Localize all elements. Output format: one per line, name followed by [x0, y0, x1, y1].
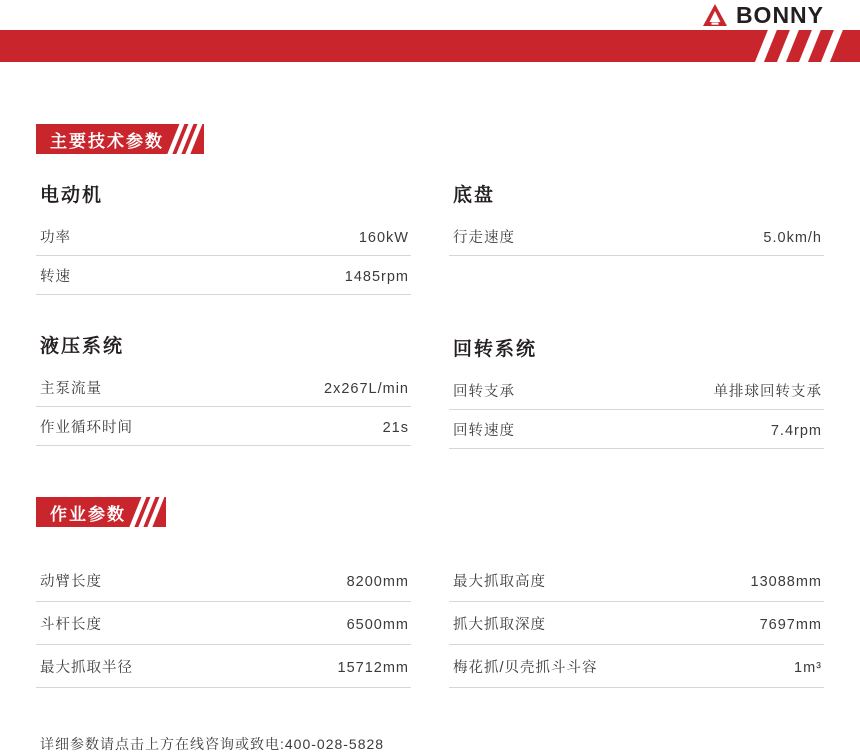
row-label: 转速: [40, 269, 71, 285]
row-value: 160kW: [358, 230, 409, 246]
header-top-bar: [0, 0, 860, 30]
row-value: 21s: [382, 420, 409, 436]
section-title-main-specs: [36, 124, 204, 154]
row-value: 5.0km/h: [763, 230, 822, 246]
brand-logo: [702, 0, 824, 30]
bonny-triangle-logo-icon: [702, 3, 728, 27]
row-value: 15712mm: [337, 660, 409, 676]
section-title-work-params-label: 作业参数: [50, 504, 126, 524]
row-label: 回转支承: [453, 384, 515, 400]
page-header: [0, 0, 860, 72]
row-label: 主泵流量: [40, 381, 102, 397]
header-red-band: [0, 30, 860, 62]
row-value: 1m³: [794, 660, 822, 676]
table-row: [36, 602, 411, 645]
table-row: [36, 645, 411, 688]
row-label: 最大抓取半径: [40, 660, 133, 676]
group-swing-system-title: 回转系统: [453, 339, 538, 360]
work-params-tag-row: [36, 497, 824, 527]
band-slash-decoration-icon: [726, 30, 836, 62]
main-specs-tag-row: [36, 124, 824, 154]
main-specs-left-column: [36, 180, 411, 449]
row-label: 回转速度: [453, 423, 515, 439]
row-label: 梅花抓/贝壳抓斗斗容: [453, 660, 598, 676]
group-chassis-rows: [449, 217, 824, 256]
row-label: 作业循环时间: [40, 420, 133, 436]
group-motor-rows: [36, 217, 411, 295]
group-hydraulic-system-title: 液压系统: [40, 336, 125, 357]
table-row: [449, 410, 824, 449]
group-chassis: [449, 180, 824, 256]
page-content: [0, 124, 860, 754]
table-row: [449, 645, 824, 688]
row-value: 单排球回转支承: [713, 384, 822, 400]
table-row: [36, 407, 411, 446]
group-hydraulic-system-rows: [36, 368, 411, 446]
row-value: 1485rpm: [344, 269, 409, 285]
row-value: 8200mm: [346, 574, 409, 590]
main-specs-right-column: [449, 180, 824, 449]
row-label: 动臂长度: [40, 574, 102, 590]
work-params-grid: [36, 559, 824, 688]
section-title-work-params: [36, 497, 166, 527]
group-hydraulic-system: [36, 331, 411, 446]
row-value: 13088mm: [750, 574, 822, 590]
section-title-main-specs-label: 主要技术参数: [50, 131, 164, 151]
row-label: 行走速度: [453, 230, 515, 246]
row-label: 斗杆长度: [40, 617, 102, 633]
table-row: [449, 217, 824, 256]
row-value: 2x267L/min: [324, 381, 409, 397]
table-row: [36, 559, 411, 602]
table-row: [449, 371, 824, 410]
table-row: [36, 368, 411, 407]
group-swing-system-rows: [449, 371, 824, 449]
row-label: 最大抓取高度: [453, 574, 546, 590]
row-label: 功率: [40, 230, 71, 246]
main-specs-grid: [36, 180, 824, 449]
table-row: [36, 256, 411, 295]
group-motor: [36, 180, 411, 295]
footnote-contact: 详细参数请点击上方在线咨询或致电:400-028-5828: [40, 736, 385, 752]
work-params-right-column: [449, 559, 824, 688]
group-motor-title: 电动机: [40, 185, 104, 206]
tag-slash-decoration-icon: [128, 497, 160, 527]
table-row: [449, 559, 824, 602]
tag-slash-decoration-icon: [166, 124, 198, 154]
brand-name: BONNY: [735, 2, 824, 28]
group-chassis-title: 底盘: [453, 185, 496, 206]
work-params-left-column: [36, 559, 411, 688]
row-label: 抓大抓取深度: [453, 617, 546, 633]
row-value: 7.4rpm: [770, 423, 822, 439]
group-swing-system: [449, 334, 824, 449]
table-row: [36, 217, 411, 256]
row-value: 6500mm: [346, 617, 409, 633]
row-value: 7697mm: [759, 617, 822, 633]
table-row: [449, 602, 824, 645]
